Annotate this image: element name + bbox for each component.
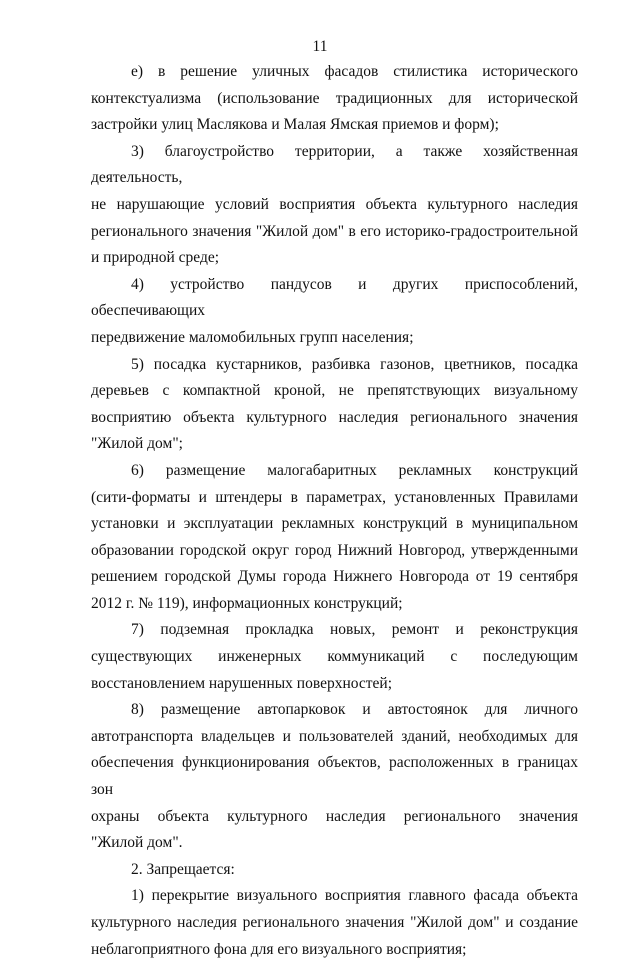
text-line: (сити-форматы и штендеры в параметрах, установленных Правилами (91, 488, 578, 506)
text-line: 2012 г. № 119), информационных конструкций; (91, 594, 403, 612)
text-line: неблагоприятного фона для его визуального восприятия; (91, 940, 467, 958)
text-line: 4) устройство пандусов и других приспособлений, обеспечивающих (91, 275, 578, 320)
text-line: восприятию объекта культурного наследия регионального значения (91, 408, 578, 426)
paragraph-6 (91, 458, 578, 618)
section-heading-prohibited (91, 857, 578, 884)
text-line: 1) перекрытие визуального восприятия главного фасада объекта (131, 887, 578, 905)
text-line: автотранспорта владельцев и пользователей зданий, необходимых для (91, 727, 578, 745)
text-line: е) в решение уличных фасадов стилистика исторического (131, 63, 578, 80)
text-line: обеспечения функционирования объектов, расположенных в границах зон (91, 754, 578, 799)
text-line: 7) подземная прокладка новых, ремонт и реконструкция (131, 621, 578, 639)
text-line: 6) размещение малогабаритных рекламных конструкций (131, 461, 578, 479)
text-line: застройки улиц Маслякова и Малая Ямская приемов и форм); (91, 116, 499, 134)
text-line: восстановлением нарушенных поверхностей; (91, 674, 393, 692)
paragraph-3 (91, 139, 578, 272)
paragraph-8 (91, 697, 578, 857)
text-line: 8) размещение автопарковок и автостоянок для личного (131, 701, 578, 719)
paragraph-prohibited-1 (91, 883, 578, 963)
text-line: деревьев с компактной кроной, не препятствующих визуальному (91, 382, 578, 400)
text-line: охраны объекта культурного наследия регионального значения (91, 807, 578, 825)
text-line: решением городской Думы города Нижнего Новгорода от 19 сентября (91, 568, 578, 586)
page-number: 11 (312, 38, 328, 55)
text-line: и природной среде; (91, 249, 220, 267)
text-line: "Жилой дом". (91, 834, 183, 852)
text-line: передвижение маломобильных групп населения; (91, 328, 414, 346)
text-line: "Жилой дом"; (91, 435, 183, 453)
text-line: культурного наследия регионального значения "Жилой дом" и создание (91, 914, 578, 931)
text-line: регионального значения "Жилой дом" в его историко-градостроительной (91, 222, 578, 240)
text-line: 2. Запрещается: (131, 860, 235, 878)
paragraph-5 (91, 352, 578, 458)
text-line: существующих инженерных коммуникаций с последующим (91, 648, 578, 666)
text-line: не нарушающие условий восприятия объекта культурного наследия (91, 195, 578, 213)
text-line: контекстуализма (использование традиционных для исторической (91, 89, 578, 107)
text-line: 5) посадка кустарников, разбивка газонов, цветников, посадка (131, 355, 578, 373)
paragraph-e (91, 59, 578, 139)
text-line: 3) благоустройство территории, а также хозяйственная деятельность, (91, 142, 578, 187)
text-line: установки и эксплуатации рекламных конструкций в муниципальном (91, 515, 578, 533)
paragraph-7 (91, 617, 578, 697)
text-line: образовании городской округ город Нижний Новгород, утвержденными (91, 541, 578, 559)
paragraph-4 (91, 272, 578, 352)
document-body (91, 59, 578, 963)
